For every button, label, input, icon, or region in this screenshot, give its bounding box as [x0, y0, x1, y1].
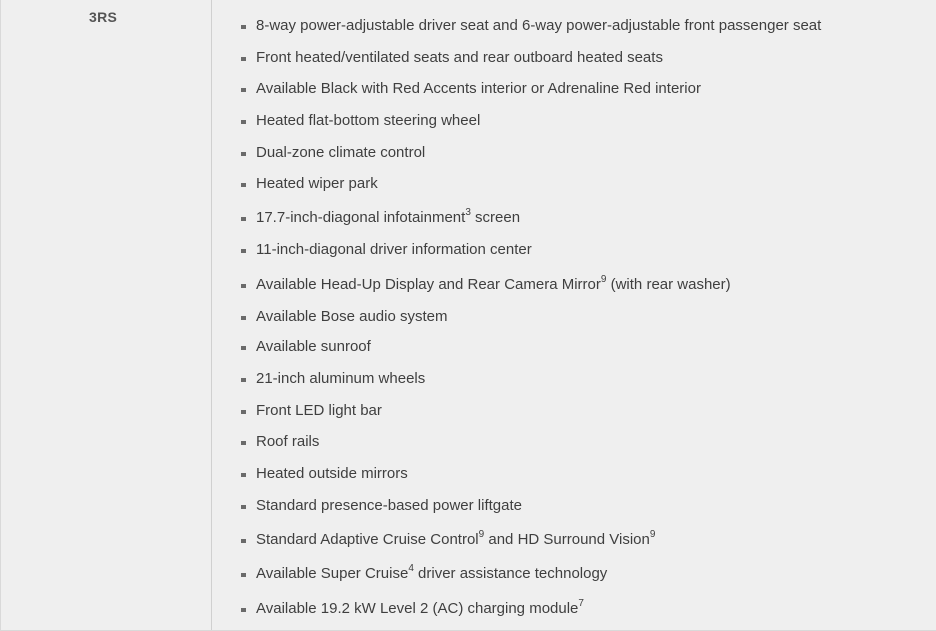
feature-text — [256, 599, 584, 619]
feature-text — [256, 111, 480, 131]
feature-text-segment: Front heated/ventilated seats and rear outboard heated seats — [256, 49, 663, 66]
feature-text — [256, 16, 821, 36]
footnote-ref: 9 — [600, 274, 607, 285]
footnote-ref: 7 — [578, 598, 584, 609]
bullet-icon — [241, 249, 246, 253]
feature-text — [256, 337, 371, 357]
feature-text-segment: 17.7-inch-diagonal infotainment — [256, 209, 466, 226]
footnote-ref: 3 — [465, 207, 471, 218]
feature-text-segment: Available Bose audio system — [256, 308, 448, 325]
bullet-icon — [241, 183, 246, 187]
feature-text-segment: driver assistance technology — [413, 565, 608, 582]
footnote-ref: 4 — [408, 563, 414, 574]
bullet-icon — [241, 120, 246, 124]
feature-text-segment: screen — [470, 209, 521, 226]
feature-text — [256, 496, 522, 516]
feature-text — [256, 307, 448, 327]
feature-text-segment: Available Head-Up Display and Rear Camera Mirror — [256, 276, 601, 293]
bullet-icon — [241, 410, 246, 414]
bullet-icon — [241, 473, 246, 477]
feature-text-segment: Heated flat-bottom steering wheel — [256, 112, 481, 129]
bullet-icon — [241, 25, 246, 29]
feature-text — [256, 240, 532, 260]
feature-text-segment: Available 19.2 kW Level 2 (AC) charging module — [256, 600, 579, 617]
footnote-ref: 9 — [478, 529, 485, 540]
bullet-icon — [241, 284, 246, 288]
bullet-icon — [241, 316, 246, 320]
feature-text-segment: and HD Surround Vision — [484, 531, 650, 548]
feature-text-segment: 11-inch-diagonal driver information center — [256, 241, 532, 258]
feature-text-segment: Standard Adaptive Cruise Control — [256, 531, 479, 548]
feature-text-segment: Standard presence-based power liftgate — [256, 497, 523, 514]
feature-text-segment: Available sunroof — [256, 338, 371, 355]
feature-text-segment: 8-way power-adjustable driver seat and 6-way power-adjustable front passenger seat — [256, 17, 822, 34]
bullet-icon — [241, 57, 246, 61]
feature-text-segment: Heated wiper park — [256, 175, 378, 192]
bullet-icon — [241, 217, 246, 221]
feature-text-segment: Front LED light bar — [256, 402, 382, 419]
feature-text-segment: (with rear washer) — [606, 276, 731, 293]
bullet-icon — [241, 378, 246, 382]
feature-text — [256, 464, 408, 484]
feature-text-segment: Heated outside mirrors — [256, 465, 408, 482]
feature-text — [256, 143, 425, 163]
feature-text — [256, 174, 378, 194]
feature-text-segment: 21-inch aluminum wheels — [256, 370, 426, 387]
bullet-icon — [241, 346, 246, 350]
bullet-icon — [241, 441, 246, 445]
feature-text — [256, 79, 701, 99]
feature-text — [256, 208, 520, 228]
trim-cell — [1, 0, 212, 630]
feature-text — [256, 564, 607, 584]
feature-text-segment: Dual-zone climate control — [256, 144, 426, 161]
feature-text — [256, 369, 425, 389]
feature-text — [256, 401, 382, 421]
feature-text-segment: Roof rails — [256, 433, 320, 450]
feature-text-segment: Available Black with Red Accents interior or Adrenaline Red interior — [256, 80, 701, 97]
bullet-icon — [241, 573, 246, 577]
feature-text — [256, 275, 731, 295]
features-cell — [213, 0, 936, 630]
feature-text — [256, 530, 655, 550]
bullet-icon — [241, 88, 246, 92]
feature-text — [256, 432, 319, 452]
feature-text-segment: Available Super Cruise — [256, 565, 409, 582]
feature-text — [256, 48, 663, 68]
bullet-icon — [241, 152, 246, 156]
trim-name: 3RS — [89, 9, 118, 25]
bullet-icon — [241, 608, 246, 612]
bullet-icon — [241, 505, 246, 509]
footnote-ref: 9 — [649, 529, 656, 540]
bullet-icon — [241, 539, 246, 543]
